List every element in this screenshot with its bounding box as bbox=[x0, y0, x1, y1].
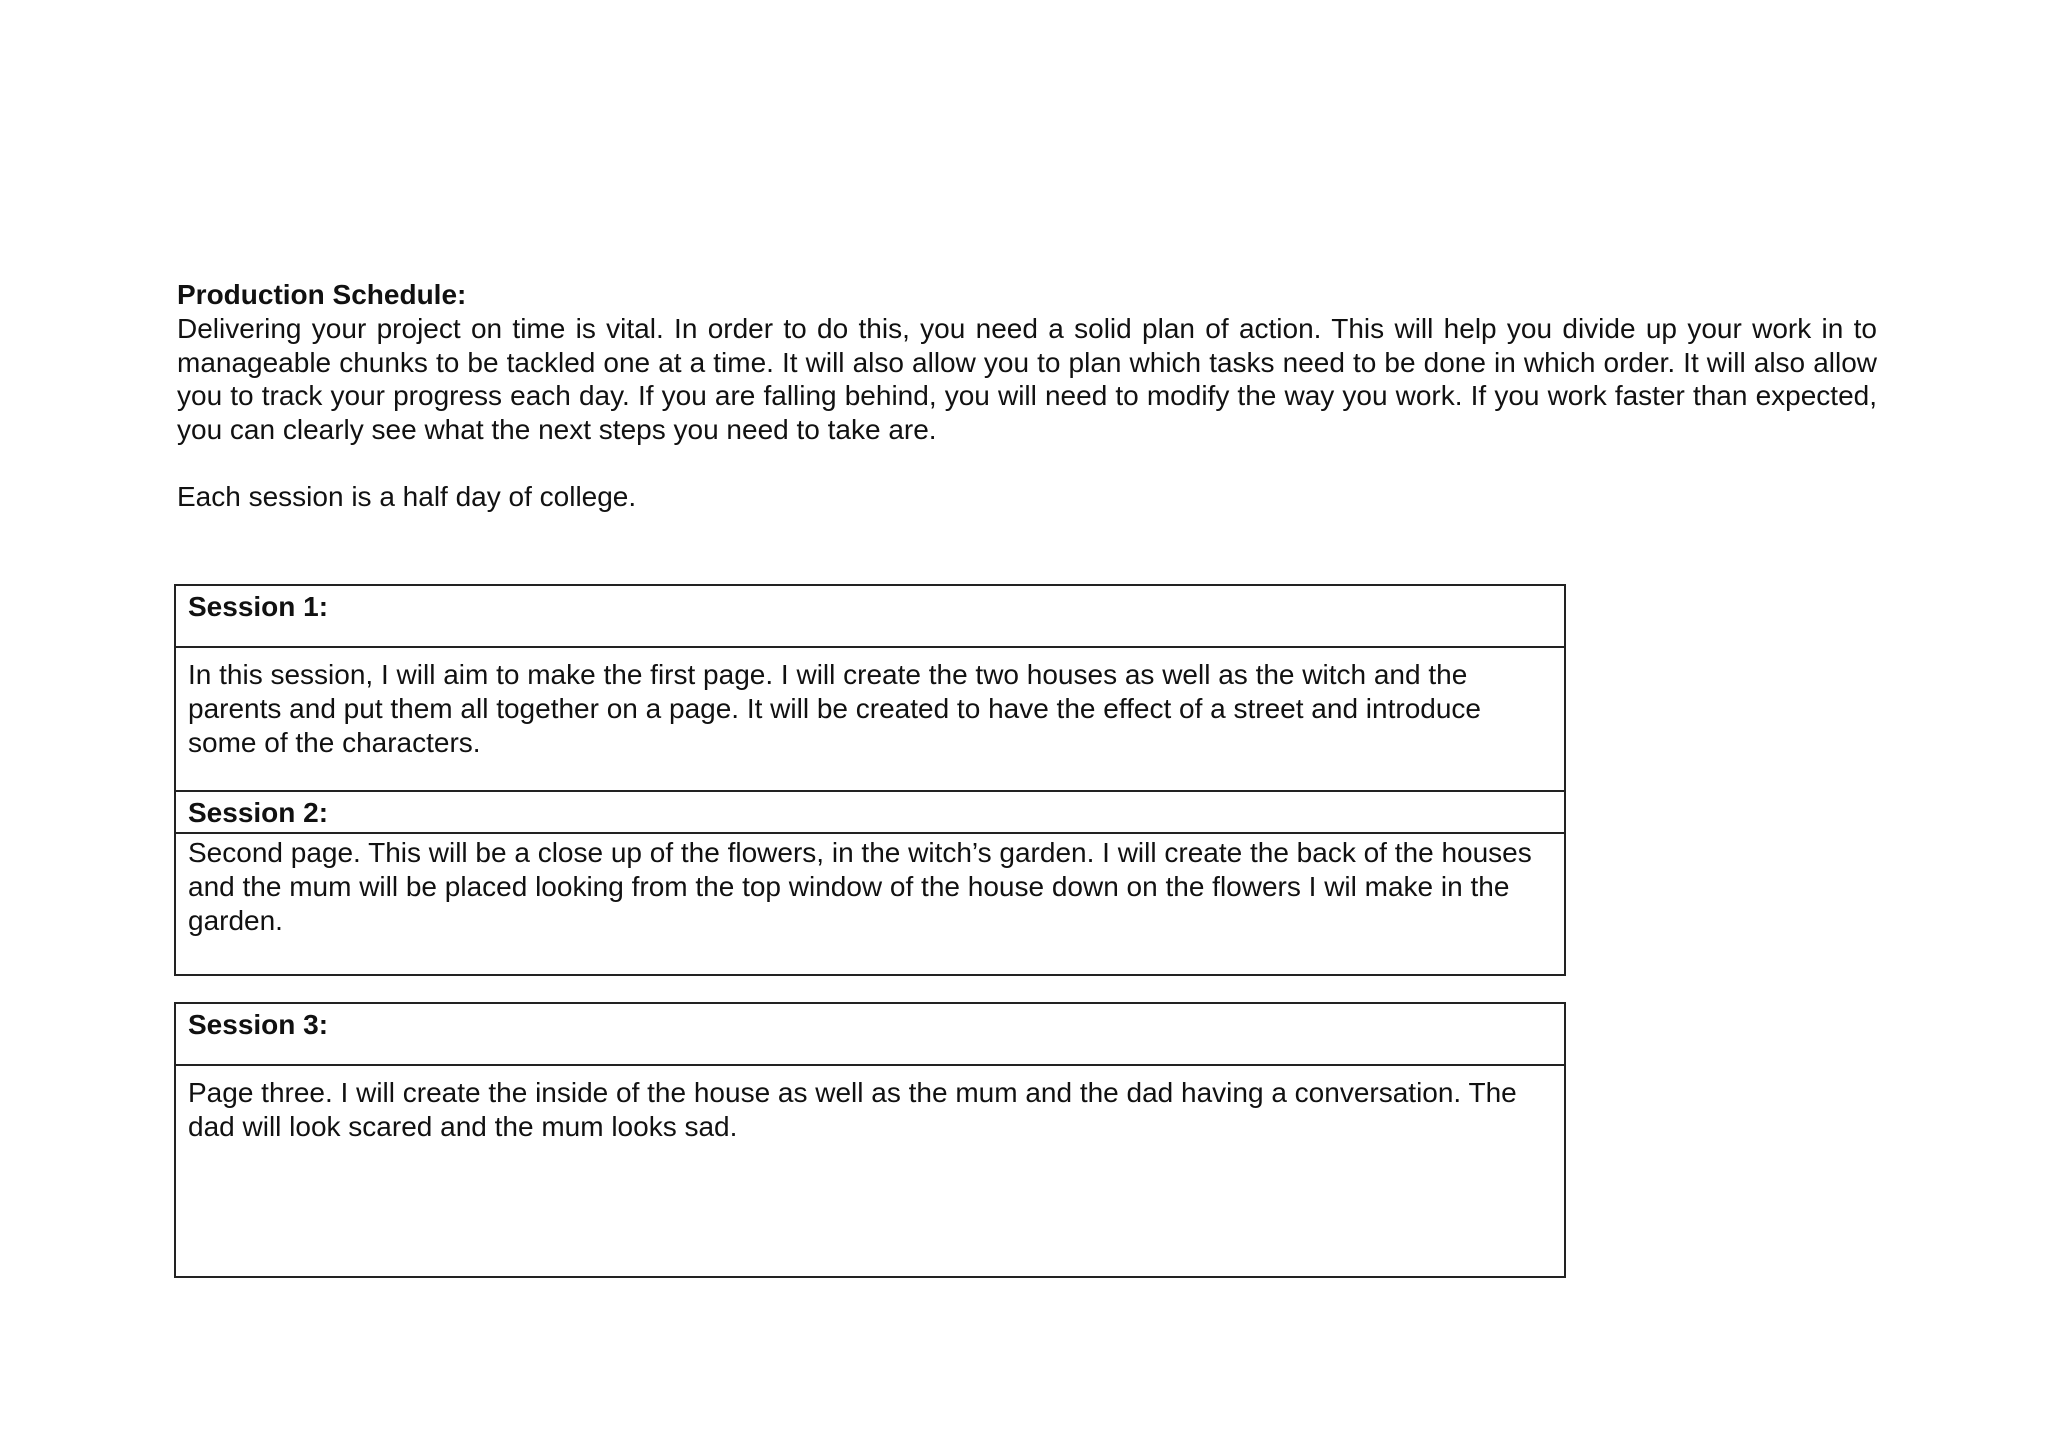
table-row bbox=[175, 791, 1565, 833]
session-2-title: Session 2: bbox=[175, 791, 1565, 833]
session-1-title: Session 1: bbox=[175, 585, 1565, 647]
session-table-1-2 bbox=[174, 584, 1566, 976]
session-2-description: Second page. This will be a close up of the flowers, in the witch’s garden. I will create the back of the houses and the mum will be placed looking from the top window of the house down on the flowers I wil make in the garden. bbox=[175, 833, 1565, 975]
session-3-description: Page three. I will create the inside of the house as well as the mum and the dad having a conversation. The dad will look scared and the mum looks sad. bbox=[175, 1065, 1565, 1277]
session-note: Each session is a half day of college. bbox=[177, 481, 637, 512]
table-row bbox=[175, 585, 1565, 647]
document-body bbox=[177, 278, 1877, 514]
session-3-title: Session 3: bbox=[175, 1003, 1565, 1065]
table-row bbox=[175, 1065, 1565, 1277]
table-row bbox=[175, 647, 1565, 791]
intro-paragraph: Delivering your project on time is vital. In order to do this, you need a solid plan of action. This will help you divide up your work in to manageable chunks to be tackled one at a time. It will also allow you to plan which tasks need to be done in which order. It will also allow you to track your progress each day. If you are falling behind, you will need to modify the way you work. If you work faster than expected, you can clearly see what the next steps you need to take are. bbox=[177, 313, 1877, 445]
table-row bbox=[175, 833, 1565, 975]
table-row bbox=[175, 1003, 1565, 1065]
page-title: Production Schedule: bbox=[177, 279, 467, 310]
session-table-3 bbox=[174, 1002, 1566, 1278]
session-1-description: In this session, I will aim to make the first page. I will create the two houses as well as the witch and the parents and put them all together on a page. It will be created to have the effect of a street and introduce some of the characters. bbox=[175, 647, 1565, 791]
